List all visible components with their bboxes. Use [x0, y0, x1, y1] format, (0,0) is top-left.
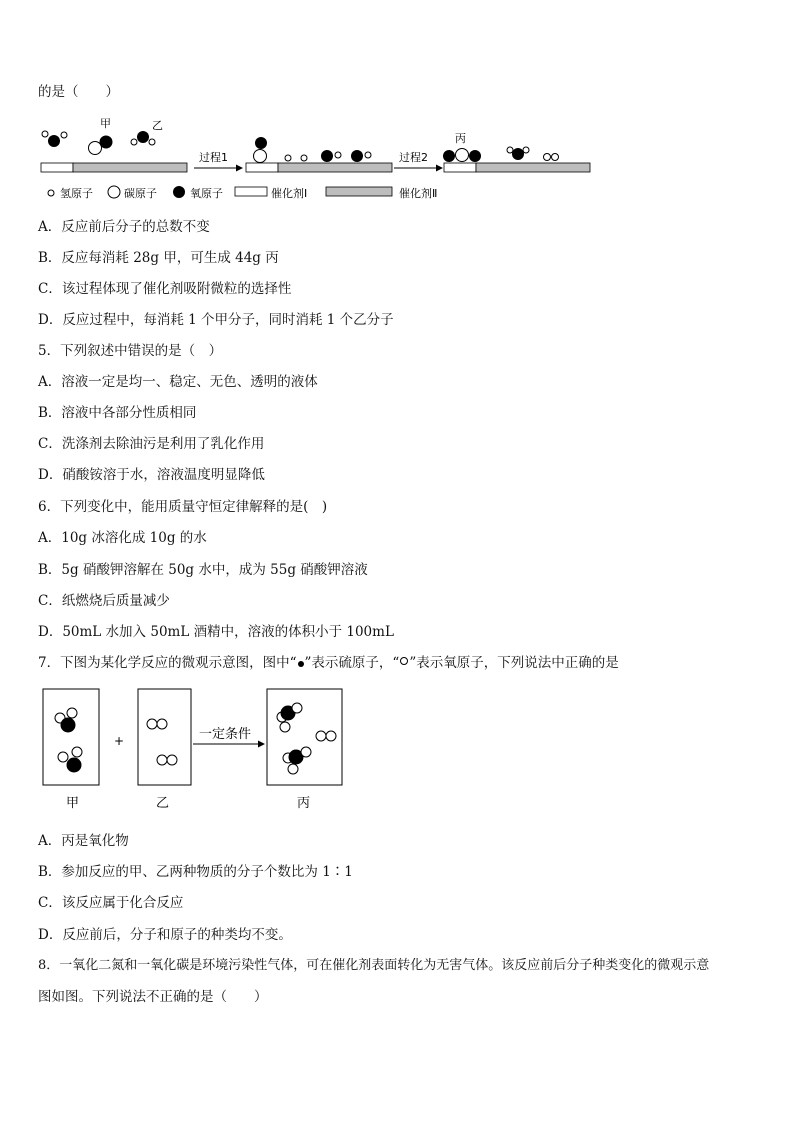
- process-1-label: 过程1: [199, 151, 228, 164]
- q6-stem: 6．下列变化中，能用质量守恒定律解释的是( ): [38, 499, 328, 515]
- catalyst-2-stage2: [278, 163, 392, 172]
- catalyst-2-stage3: [476, 163, 590, 172]
- water-molecule-yi: [131, 131, 155, 145]
- fig2-label-yi: 乙: [156, 796, 170, 811]
- q6-option-a: A．10g 冰溶化成 10g 的水: [38, 530, 207, 546]
- legend-h-atom: 氢原子: [60, 187, 93, 200]
- q8-stem-line2: 图如图。下列说法不正确的是（ ）: [38, 989, 268, 1005]
- catalyst-2-stage1: [73, 163, 187, 172]
- q4-option-c: C．该过程体现了催化剂吸附微粒的选择性: [38, 281, 292, 297]
- catalyst-1-stage3: [444, 163, 476, 172]
- fig1-legend: [48, 186, 437, 200]
- catalyst-1-stage1: [41, 163, 73, 172]
- q7-stem: [38, 654, 619, 672]
- q6-option-d: D．50mL 水加入 50mL 酒精中，溶液的体积小于 100mL: [38, 624, 394, 640]
- fig1-label-yi: 乙: [152, 119, 163, 132]
- fig1-label-jia: 甲: [100, 117, 111, 130]
- fig2-label-bing: 丙: [297, 796, 311, 811]
- co-molecule-jia: [89, 136, 113, 155]
- legend-c-atom: 碳原子: [124, 187, 157, 200]
- q7-option-c: C．该反应属于化合反应: [38, 895, 184, 911]
- q4-option-b: B．反应每消耗 28g 甲，可生成 44g 丙: [38, 250, 279, 266]
- q4-option-d: D．反应过程中，每消耗 1 个甲分子，同时消耗 1 个乙分子: [38, 312, 394, 328]
- legend-o-atom: 氧原子: [190, 187, 223, 200]
- oxygen-atom-icon: [400, 657, 408, 665]
- q4-stem-tail: 的是（ ）: [38, 84, 119, 100]
- q7-option-a: A．丙是氧化物: [38, 833, 129, 849]
- q8-stem-line1: 8．一氧化二氮和一氧化碳是环境污染性气体，可在催化剂表面转化为无害气体。该反应前后分子种类变化的微观示意: [38, 958, 710, 973]
- q4-option-a: A．反应前后分子的总数不变: [38, 219, 210, 235]
- so2-oxidation-figure: [38, 686, 378, 816]
- catalysis-process-figure: [36, 114, 596, 206]
- q7-option-b: B．参加反应的甲、乙两种物质的分子个数比为 1∶1: [38, 864, 353, 880]
- q7-stem-part-b: ”表示硫原子，“: [304, 655, 400, 671]
- q6-option-c: C．纸燃烧后质量减少: [38, 593, 170, 609]
- q5-stem: 5．下列叙述中错误的是（ ）: [38, 343, 223, 359]
- q7-option-d: D．反应前后，分子和原子的种类均不变。: [38, 927, 292, 943]
- legend-catalyst-2: 催化剂Ⅱ: [399, 187, 438, 200]
- q5-option-b: B．溶液中各部分性质相同: [38, 405, 197, 421]
- q5-option-a: A．溶液一定是均一、稳定、无色、透明的液体: [38, 374, 318, 390]
- fig2-plus: +: [114, 734, 125, 748]
- q6-option-b: B．5g 硝酸钾溶解在 50g 水中，成为 55g 硝酸钾溶液: [38, 562, 368, 578]
- fig2-label-jia: 甲: [66, 796, 80, 811]
- fig2-condition: 一定条件: [199, 727, 252, 742]
- fig1-label-bing: 丙: [455, 132, 466, 145]
- q5-option-c: C．洗涤剂去除油污是利用了乳化作用: [38, 436, 265, 452]
- catalyst-1-stage2: [246, 163, 278, 172]
- box-yi: [138, 689, 191, 785]
- process-2-label: 过程2: [399, 151, 428, 164]
- q7-stem-part-c: ”表示氧原子，下列说法中正确的是: [409, 655, 619, 671]
- legend-catalyst-1: 催化剂Ⅰ: [271, 187, 308, 200]
- water-molecule-initial: [42, 131, 67, 147]
- sulfur-atom-icon: [298, 661, 304, 667]
- q7-stem-part-a: 7．下图为某化学反应的微观示意图，图中“: [38, 655, 297, 671]
- q5-option-d: D．硝酸铵溶于水，溶液温度明显降低: [38, 467, 265, 483]
